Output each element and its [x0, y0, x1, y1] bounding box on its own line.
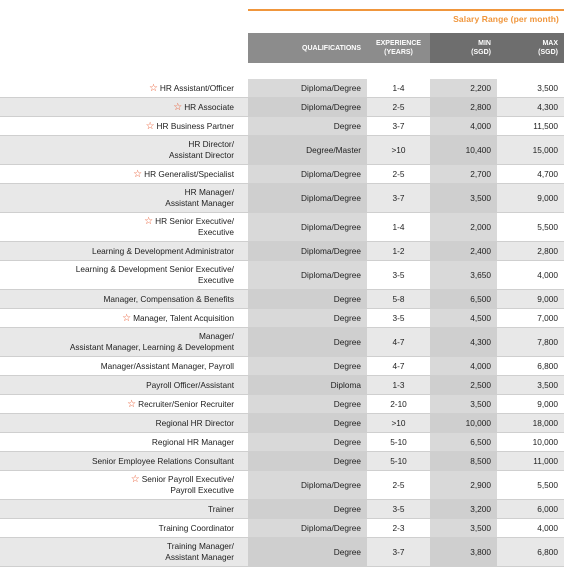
qualification-cell: Diploma	[248, 376, 367, 395]
experience-cell: 3-7	[367, 117, 430, 136]
max-salary-cell: 5,500	[497, 213, 564, 242]
job-title-line: HR Senior Executive/	[155, 216, 234, 226]
job-title-cell	[0, 242, 248, 261]
header-experience	[367, 33, 430, 63]
star-icon: ☆	[127, 398, 137, 410]
job-title-line: Manager/Assistant Manager, Payroll	[100, 360, 234, 371]
star-icon: ☆	[133, 168, 143, 180]
min-salary-cell: 4,000	[430, 357, 497, 376]
max-salary-cell: 4,300	[497, 98, 564, 117]
job-title-line: Manager, Compensation & Benefits	[103, 293, 234, 304]
min-salary-cell: 2,500	[430, 376, 497, 395]
qualification-cell: Degree	[248, 500, 367, 519]
star-icon: ☆	[130, 474, 140, 485]
table-row	[0, 136, 564, 165]
job-title-line: Executive	[198, 227, 234, 237]
qualification-cell: Degree	[248, 414, 367, 433]
table-row	[0, 165, 564, 184]
job-title-cell	[0, 433, 248, 452]
table-row	[0, 376, 564, 395]
star-icon: ☆	[122, 312, 132, 324]
experience-cell: 4-7	[367, 357, 430, 376]
max-salary-cell: 9,000	[497, 395, 564, 414]
header-role-blank	[0, 33, 248, 63]
job-title-cell	[0, 414, 248, 433]
experience-cell: 5-8	[367, 290, 430, 309]
job-title-line: HR Generalist/Specialist	[144, 168, 234, 179]
min-salary-cell: 2,800	[430, 98, 497, 117]
job-title-line: Manager, Talent Acquisition	[133, 312, 234, 323]
table-row	[0, 328, 564, 357]
job-title-line: HR Business Partner	[156, 120, 234, 131]
table-header	[0, 33, 564, 79]
qualification-cell: Diploma/Degree	[248, 79, 367, 98]
job-title-line: Regional HR Director	[155, 417, 234, 428]
job-title-cell	[0, 261, 248, 290]
table-row	[0, 500, 564, 519]
qualification-cell: Diploma/Degree	[248, 213, 367, 242]
min-salary-cell: 4,300	[430, 328, 497, 357]
experience-cell: 2-10	[367, 395, 430, 414]
qualification-cell: Diploma/Degree	[248, 242, 367, 261]
qualification-cell: Degree	[248, 290, 367, 309]
qualification-cell: Degree	[248, 357, 367, 376]
job-title-line: Payroll Officer/Assistant	[146, 379, 234, 390]
job-title-line: HR Manager/	[184, 187, 234, 197]
qualification-cell: Degree	[248, 538, 367, 567]
table-row	[0, 471, 564, 500]
job-title-line-wrap	[0, 474, 234, 485]
min-salary-cell: 2,200	[430, 79, 497, 98]
header-experience-line2: (YEARS)	[384, 49, 413, 56]
experience-cell: 3-5	[367, 261, 430, 290]
job-title-line-wrap	[0, 169, 234, 180]
experience-cell: 2-5	[367, 471, 430, 500]
job-title-line-wrap	[0, 216, 234, 227]
job-title-cell	[0, 290, 248, 309]
min-salary-cell: 2,900	[430, 471, 497, 500]
experience-cell: 3-5	[367, 500, 430, 519]
max-salary-cell: 5,500	[497, 471, 564, 500]
max-salary-cell: 10,000	[497, 433, 564, 452]
experience-cell: 5-10	[367, 433, 430, 452]
header-min	[430, 33, 497, 63]
job-title-cell	[0, 452, 248, 471]
job-title-cell	[0, 500, 248, 519]
job-title-cell	[0, 376, 248, 395]
max-salary-cell: 4,000	[497, 261, 564, 290]
max-salary-cell: 4,000	[497, 519, 564, 538]
min-salary-cell: 2,400	[430, 242, 497, 261]
max-salary-cell: 11,500	[497, 117, 564, 136]
max-salary-cell: 7,800	[497, 328, 564, 357]
qualification-cell: Diploma/Degree	[248, 261, 367, 290]
experience-cell: 1-4	[367, 79, 430, 98]
min-salary-cell: 3,650	[430, 261, 497, 290]
table-row	[0, 309, 564, 328]
min-salary-cell: 4,000	[430, 117, 497, 136]
job-title-line-wrap	[0, 399, 234, 410]
header-min-line1: MIN	[478, 40, 491, 47]
experience-cell: 2-5	[367, 98, 430, 117]
table-body	[0, 79, 564, 567]
max-salary-cell: 11,000	[497, 452, 564, 471]
job-title-line: HR Director/	[188, 139, 234, 149]
job-title-cell	[0, 395, 248, 414]
salary-range-rule	[248, 9, 564, 11]
experience-cell: 4-7	[367, 328, 430, 357]
star-icon: ☆	[173, 101, 183, 113]
job-title-line-wrap	[0, 83, 234, 94]
table-row	[0, 184, 564, 213]
job-title-line: Assistant Manager, Learning & Development	[69, 342, 234, 352]
job-title-line: Learning & Development Administrator	[91, 245, 234, 256]
job-title-cell	[0, 184, 248, 213]
job-title-cell	[0, 117, 248, 136]
job-title-line: Training Coordinator	[158, 522, 234, 533]
header-experience-line1: EXPERIENCE	[375, 40, 422, 47]
table-row	[0, 357, 564, 376]
qualification-cell: Diploma/Degree	[248, 98, 367, 117]
experience-cell: 1-2	[367, 242, 430, 261]
table-row	[0, 213, 564, 242]
min-salary-cell: 10,000	[430, 414, 497, 433]
job-title-cell	[0, 519, 248, 538]
qualification-cell: Degree	[248, 309, 367, 328]
experience-cell: 2-3	[367, 519, 430, 538]
experience-cell: >10	[367, 136, 430, 165]
min-salary-cell: 10,400	[430, 136, 497, 165]
star-icon: ☆	[148, 82, 158, 94]
job-title-cell	[0, 538, 248, 567]
table-row	[0, 414, 564, 433]
qualification-cell: Diploma/Degree	[248, 471, 367, 500]
max-salary-cell: 9,000	[497, 184, 564, 213]
job-title-line: Trainer	[208, 503, 234, 514]
table-row	[0, 98, 564, 117]
qualification-cell: Degree/Master	[248, 136, 367, 165]
qualification-cell: Degree	[248, 328, 367, 357]
min-salary-cell: 3,500	[430, 395, 497, 414]
header-max-line2: (SGD)	[538, 49, 558, 56]
table-row	[0, 452, 564, 471]
job-title-cell	[0, 357, 248, 376]
job-title-line: Assistant Director	[168, 150, 234, 160]
min-salary-cell: 8,500	[430, 452, 497, 471]
job-title-line: HR Associate	[184, 101, 234, 112]
max-salary-cell: 6,000	[497, 500, 564, 519]
star-icon: ☆	[144, 216, 154, 227]
min-salary-cell: 3,500	[430, 184, 497, 213]
qualification-cell: Degree	[248, 433, 367, 452]
table-row	[0, 242, 564, 261]
qualification-cell: Degree	[248, 395, 367, 414]
table-row	[0, 395, 564, 414]
salary-range-title: Salary Range (per month)	[453, 14, 559, 24]
qualification-cell: Diploma/Degree	[248, 165, 367, 184]
experience-cell: 1-3	[367, 376, 430, 395]
job-title-line: Executive	[198, 275, 234, 285]
job-title-cell	[0, 79, 248, 98]
table-row	[0, 261, 564, 290]
qualification-cell: Diploma/Degree	[248, 184, 367, 213]
min-salary-cell: 6,500	[430, 290, 497, 309]
job-title-line: HR Assistant/Officer	[159, 82, 234, 93]
job-title-line: Learning & Development Senior Executive/	[75, 264, 234, 274]
header-max-line1: MAX	[542, 40, 558, 47]
job-title-line: Assistant Manager	[165, 198, 234, 208]
job-title-cell	[0, 98, 248, 117]
max-salary-cell: 9,000	[497, 290, 564, 309]
max-salary-cell: 6,800	[497, 357, 564, 376]
qualification-cell: Degree	[248, 117, 367, 136]
job-title-cell	[0, 136, 248, 165]
job-title-line: Regional HR Manager	[151, 436, 234, 447]
min-salary-cell: 3,800	[430, 538, 497, 567]
job-title-line-wrap	[0, 121, 234, 132]
job-title-cell	[0, 165, 248, 184]
max-salary-cell: 6,800	[497, 538, 564, 567]
salary-table	[0, 33, 564, 567]
min-salary-cell: 4,500	[430, 309, 497, 328]
job-title-cell	[0, 213, 248, 242]
experience-cell: 3-7	[367, 538, 430, 567]
qualification-cell: Diploma/Degree	[248, 519, 367, 538]
job-title-line: Assistant Manager	[165, 552, 234, 562]
job-title-line-wrap	[0, 313, 234, 324]
job-title-cell	[0, 471, 248, 500]
table-row	[0, 117, 564, 136]
header-qualifications: QUALIFICATIONS	[248, 33, 367, 63]
header-max	[497, 33, 564, 63]
job-title-line: Payroll Executive	[170, 485, 234, 495]
min-salary-cell: 6,500	[430, 433, 497, 452]
max-salary-cell: 2,800	[497, 242, 564, 261]
max-salary-cell: 4,700	[497, 165, 564, 184]
job-title-line: Recruiter/Senior Recruiter	[138, 398, 234, 409]
qualification-cell: Degree	[248, 452, 367, 471]
min-salary-cell: 2,700	[430, 165, 497, 184]
job-title-cell	[0, 328, 248, 357]
table-row	[0, 79, 564, 98]
job-title-line: Senior Employee Relations Consultant	[91, 455, 234, 466]
experience-cell: 3-5	[367, 309, 430, 328]
table-row	[0, 538, 564, 567]
max-salary-cell: 3,500	[497, 376, 564, 395]
max-salary-cell: 3,500	[497, 79, 564, 98]
experience-cell: >10	[367, 414, 430, 433]
header-min-line2: (SGD)	[471, 49, 491, 56]
max-salary-cell: 15,000	[497, 136, 564, 165]
experience-cell: 3-7	[367, 184, 430, 213]
table-row	[0, 290, 564, 309]
max-salary-cell: 7,000	[497, 309, 564, 328]
experience-cell: 1-4	[367, 213, 430, 242]
experience-cell: 2-5	[367, 165, 430, 184]
min-salary-cell: 3,500	[430, 519, 497, 538]
job-title-cell	[0, 309, 248, 328]
min-salary-cell: 3,200	[430, 500, 497, 519]
job-title-line: Training Manager/	[166, 541, 234, 551]
experience-cell: 5-10	[367, 452, 430, 471]
header-spacer	[0, 63, 564, 79]
job-title-line-wrap	[0, 102, 234, 113]
table-row	[0, 519, 564, 538]
table-row	[0, 433, 564, 452]
job-title-line: Manager/	[198, 331, 234, 341]
min-salary-cell: 2,000	[430, 213, 497, 242]
max-salary-cell: 18,000	[497, 414, 564, 433]
star-icon: ☆	[145, 120, 155, 132]
job-title-line: Senior Payroll Executive/	[141, 474, 234, 484]
